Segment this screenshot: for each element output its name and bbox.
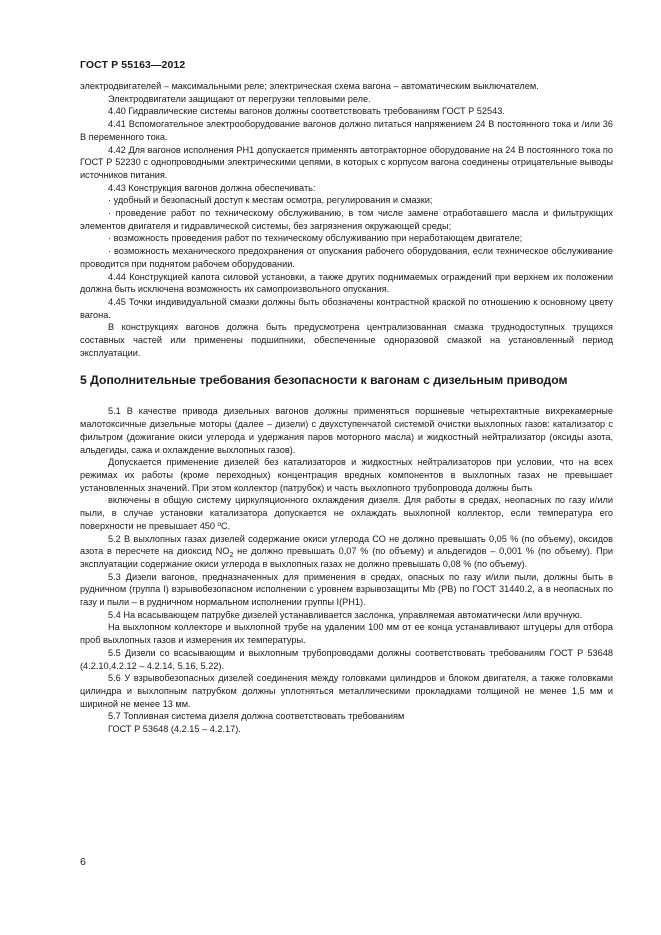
paragraph-intro: электродвигателей – максимальными реле; электрическая схема вагона – автоматическим выключателем. bbox=[80, 81, 539, 91]
paragraph-5-2-part-b: не должно превышать 0,07 % (по объему) и альдегидов – 0,001 % (по объему). При эксплуатации содержание окиси углерода в выхлопных газах не должно превышать 0,08 % (по объему). bbox=[80, 546, 613, 569]
paragraph-5-7-reference: ГОСТ Р 53648 (4.2.15 – 4.2.17). bbox=[108, 724, 241, 735]
paragraph-central-lubrication: В конструкциях вагонов должна быть предусмотрена централизованная смазка труднодоступных трущихся составных частей или применены подшипники, обеспеченные одноразовой смазкой на установленный период эксплуатации. bbox=[80, 322, 613, 358]
paragraph-without-catalysts: Допускается применение дизелей без катализаторов и жидкостных нейтрализаторов при условии, что на всех режимах их работы (кроме переходных) концентрация вредных компонентов в выхлопных газах не превышает установленных значений. При этом коллектор (патрубок) и часть выхлопного трубопровода должны быть bbox=[80, 457, 613, 493]
paragraph-5-2 bbox=[80, 533, 613, 571]
paragraph-5-2-part-a: 5.2 В выхлопных газах дизелей содержание окиси углерода СО не должно превышать 0,05 % (по объему), оксидов азота в пересчете на диоксид NO bbox=[80, 533, 613, 557]
paragraph-4-42: 4.42 Для вагонов исполнения РН1 допускается применять автотракторное оборудование на 24 В постоянного тока по ГОСТ Р 52230 с однопроводными электрическими цепями, в которых с корпусом вагона соединены отрицательные выводы источников питания. bbox=[80, 144, 613, 180]
paragraph-4-44: 4.44 Конструкцией капота силовой установки, а также других поднимаемых ограждений при верхнем их положении должна быть исключена возможность их самопроизвольного опускания. bbox=[80, 271, 613, 295]
paragraph-4-45: 4.45 Точки индивидуальной смазки должны быть обозначены контрастной краской по отношению к основному цвету вагона. bbox=[80, 296, 613, 320]
paragraph-5-3: 5.3 Дизели вагонов, предназначенных для применения в средах, опасных по газу и/или пыли, должны быть в рудничном (группа I) взрывобезопасном исполнении с уровнем взрывозащиты Mb (РВ) по ГОСТ 31440.2, а в неопасных по газу и пыли – в рудничном нормальном исполнении группы I(РН1). bbox=[80, 571, 613, 608]
paragraph-4-43: 4.43 Конструкция вагонов должна обеспечивать: bbox=[108, 182, 316, 193]
paragraph-5-4: 5.4 На всасывающем патрубке дизелей устанавливается заслонка, управляемая автоматически /или вручную. bbox=[108, 609, 583, 620]
paragraph-4-40: 4.40 Гидравлические системы вагонов должны соответствовать требованиям ГОСТ Р 52543. bbox=[108, 106, 505, 117]
document-header: ГОСТ Р 55163—2012 bbox=[80, 59, 186, 71]
paragraph-4-41: 4.41 Вспомогательное электрооборудование вагонов должно питаться напряжением 24 В постоянного тока и /или 36 В переменного тока. bbox=[80, 119, 613, 142]
list-item: · возможность механического предохранения от опускания рабочего оборудования, если техническое обслуживание проводится при поднятом рабочем оборудовании. bbox=[80, 246, 613, 269]
page-body bbox=[80, 80, 613, 736]
section-5-heading: 5 Дополнительные требования безопасности к вагонам с дизельным приводом bbox=[80, 373, 568, 388]
paragraph-5-7: 5.7 Топливная система дизеля должна соответствовать требованиям bbox=[108, 711, 405, 722]
list-item: · удобный и безопасный доступ к местам осмотра, регулирования и смазки; bbox=[108, 195, 433, 206]
paragraph-5-5: 5.5 Дизели со всасывающим и выхлопным трубопроводами должны соответствовать требованиям ГОСТ Р 53648 (4.2.10,4.2.12 – 4.2.14, 5.16, 5.22). bbox=[80, 647, 613, 671]
paragraph-5-1: 5.1 В качестве привода дизельных вагонов должны применяться поршневые четырехтактные вихрекамерные малотоксичные дизельные моторы (далее – дизели) с двухступенчатой системой очистки выхлопных газов: катализатор с фильтром (дожигание окиси углерода и удержания паров моторного масла) и жидкостный нейтрализатор (оксиды азота, альдегиды, сажа и охлаждение выхлопных газов). bbox=[80, 406, 613, 455]
paragraph-motor-protection: Электродвигатели защищают от перегрузки тепловыми реле. bbox=[108, 93, 371, 104]
list-item: · возможность проведения работ по техническому обслуживанию при неработающем двигателе; bbox=[108, 233, 523, 244]
paragraph-cooling-system: включены в общую систему циркуляционного охлаждения дизеля. Для работы в средах, неопасных по газу и/или пыли, в случае установки катализатора допускается не охлаждать выхлопной коллектор, если температура его поверхности не превышает 450 ºС. bbox=[80, 495, 613, 531]
page-number: 6 bbox=[80, 856, 86, 868]
list-item: · проведение работ по техническому обслуживанию, в том числе замене отработавшего масла и фильтрующих элементов двигателя и гидравлической системы, без загрязнения окружающей среды; bbox=[80, 208, 613, 231]
paragraph-sampling-fittings: На выхлопном коллекторе и выхлопной трубе на удалении 100 мм от ее конца устанавливают штуцеры для отбора проб выхлопных газов и измерения их температуры. bbox=[80, 622, 613, 646]
paragraph-5-6: 5.6 У взрывобезопасных дизелей соединения между головками цилиндров и блоком двигателя, а также головками цилиндра и выхлопным патрубком должны уплотняться металлическими прокладками толщиной не менее 1,5 мм и шириной не менее 13 мм. bbox=[80, 673, 613, 709]
subscript-2: 2 bbox=[229, 552, 234, 560]
